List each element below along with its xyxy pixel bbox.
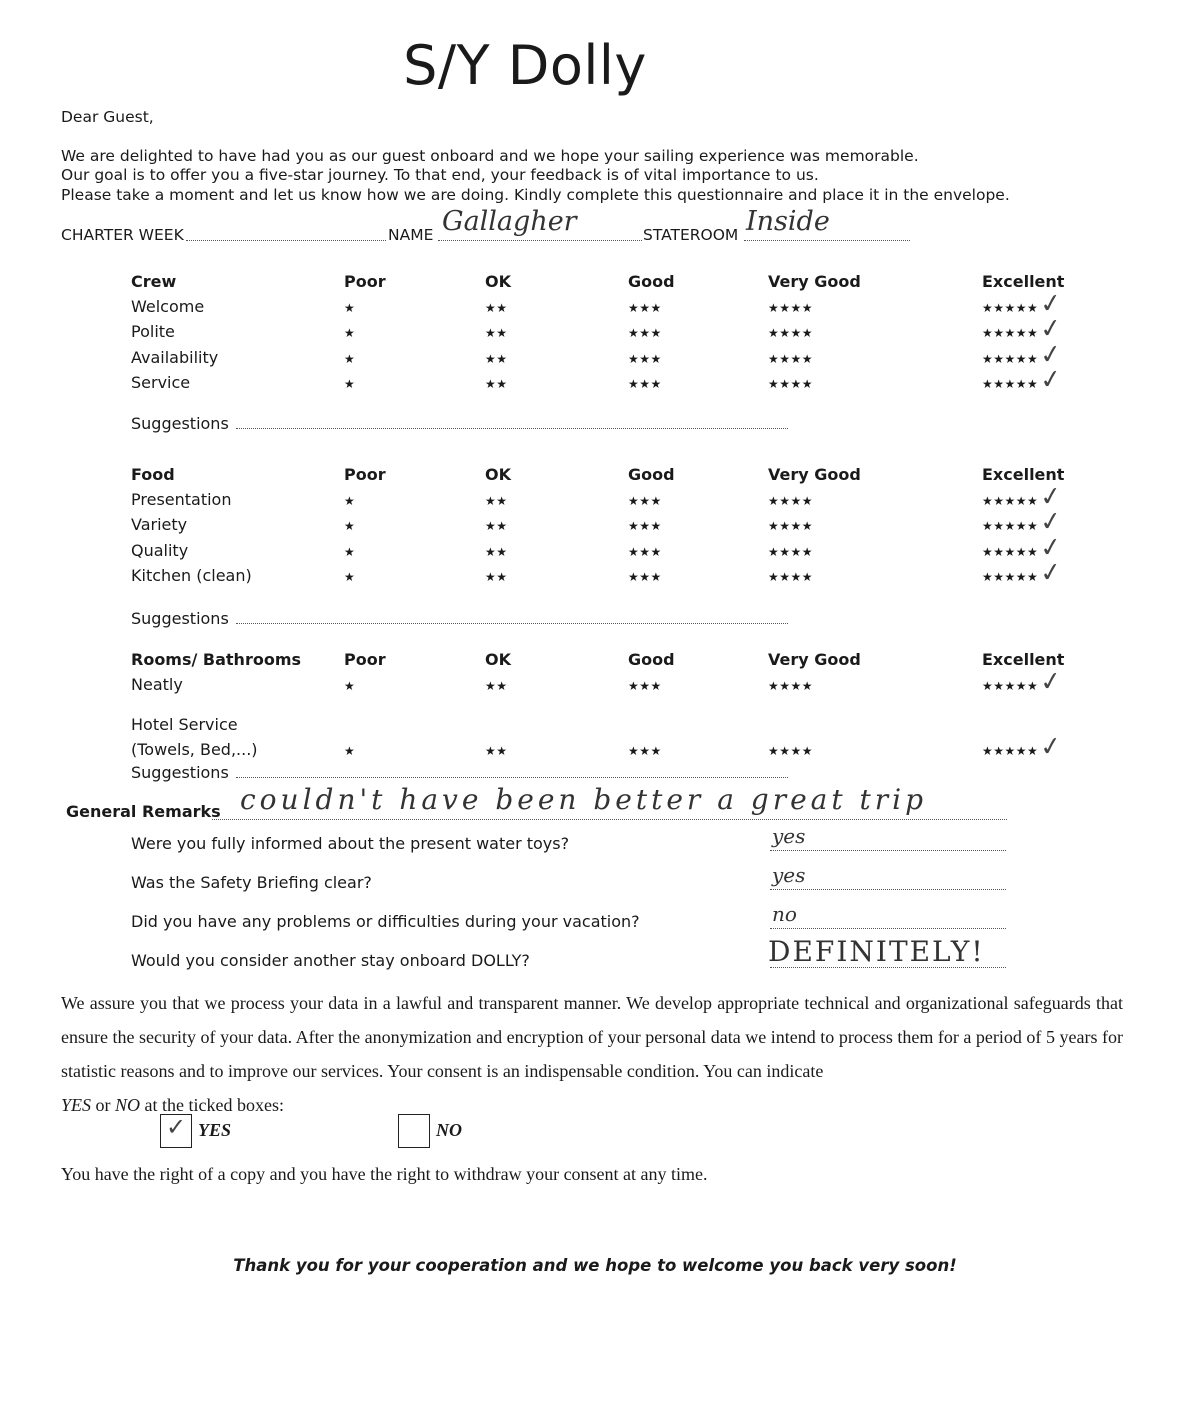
suggestions-field[interactable]: [236, 777, 788, 778]
rating-column-header: Excellent: [982, 272, 1065, 291]
stateroom-field-line[interactable]: [744, 240, 910, 241]
rating-option-ok[interactable]: ★★: [485, 326, 508, 340]
answer-field[interactable]: [770, 928, 1006, 929]
rating-option-excellent[interactable]: ★★★★★: [982, 494, 1039, 508]
rating-column-header: Very Good: [768, 650, 861, 669]
rating-option-excellent[interactable]: ★★★★★: [982, 570, 1039, 584]
answer-field[interactable]: [770, 889, 1006, 890]
rating-option-ok[interactable]: ★★: [485, 301, 508, 315]
question-text: Were you fully informed about the present water toys?: [131, 834, 570, 853]
rating-option-good[interactable]: ★★★: [628, 377, 662, 391]
rating-item-label-cont: (Towels, Bed,...): [131, 740, 258, 759]
intro-line-1: We are delighted to have had you as our guest onboard and we hope your sailing experience was memorable.: [61, 147, 919, 165]
rating-column-header: Poor: [344, 650, 386, 669]
suggestions-field[interactable]: [236, 623, 788, 624]
rating-option-poor[interactable]: ★: [344, 545, 356, 559]
rating-option-good[interactable]: ★★★: [628, 570, 662, 584]
rating-column-header: Poor: [344, 272, 386, 291]
rating-option-excellent[interactable]: ★★★★★: [982, 352, 1039, 366]
consent-yes-label: YES: [198, 1120, 232, 1140]
consent-no-label: NO: [436, 1120, 462, 1140]
consent-body: We assure you that we process your data in a lawful and transparent manner. We develop appropriate technical and organizational safeguards that ensure the security of your data. After the anonymization and encryption of your personal data we intend to process them for a period of 5 years for statistic reasons and to improve our services. Your consent is an indispensable condition. You can indicate: [61, 993, 1123, 1081]
rating-option-poor[interactable]: ★: [344, 377, 356, 391]
rating-option-poor[interactable]: ★: [344, 494, 356, 508]
rating-option-ok[interactable]: ★★: [485, 377, 508, 391]
check-mark-icon: ✓: [1038, 665, 1064, 699]
check-mark-icon: ✓: [1038, 730, 1064, 764]
rating-column-header: OK: [485, 650, 511, 669]
name-value: Gallagher: [442, 206, 577, 237]
rating-option-very-good[interactable]: ★★★★: [768, 545, 814, 559]
consent-yes-inline: YES: [61, 1095, 92, 1115]
general-remarks-line[interactable]: [212, 819, 1007, 820]
section-title: Rooms/ Bathrooms: [131, 650, 302, 669]
greeting: Dear Guest,: [61, 108, 154, 126]
yes-check-mark: ✓: [166, 1113, 187, 1141]
rating-option-good[interactable]: ★★★: [628, 679, 662, 693]
rating-option-good[interactable]: ★★★: [628, 519, 662, 533]
rating-option-good[interactable]: ★★★: [628, 494, 662, 508]
rating-option-poor[interactable]: ★: [344, 301, 356, 315]
rating-option-very-good[interactable]: ★★★★: [768, 377, 814, 391]
question-text: Would you consider another stay onboard DOLLY?: [131, 951, 530, 970]
charter-week-field[interactable]: [186, 240, 386, 241]
question-text: Was the Safety Briefing clear?: [131, 873, 372, 892]
stateroom-label: STATEROOM: [643, 226, 739, 244]
question-text: Did you have any problems or difficulties during your vacation?: [131, 912, 640, 931]
rating-option-poor[interactable]: ★: [344, 326, 356, 340]
name-field-line[interactable]: [438, 240, 642, 241]
charter-week-label: CHARTER WEEK: [61, 226, 184, 244]
rating-option-ok[interactable]: ★★: [485, 494, 508, 508]
suggestions-label: Suggestions: [131, 609, 229, 628]
general-remarks-label: General Remarks: [66, 802, 221, 821]
rating-option-poor[interactable]: ★: [344, 570, 356, 584]
rating-column-header: Very Good: [768, 272, 861, 291]
check-mark-icon: ✓: [1038, 556, 1064, 590]
intro-line-3: Please take a moment and let us know how we are doing. Kindly complete this questionnaire and place it in the envelope.: [61, 186, 1010, 204]
rating-option-excellent[interactable]: ★★★★★: [982, 377, 1039, 391]
rating-option-poor[interactable]: ★: [344, 679, 356, 693]
rating-item-label: Availability: [131, 348, 219, 367]
rating-option-excellent[interactable]: ★★★★★: [982, 519, 1039, 533]
rating-option-excellent[interactable]: ★★★★★: [982, 744, 1039, 758]
check-mark-icon: ✓: [1038, 287, 1064, 321]
consent-no-checkbox[interactable]: [398, 1114, 430, 1148]
rating-item-label: Service: [131, 373, 191, 392]
suggestions-field[interactable]: [236, 428, 788, 429]
answer-value: no: [772, 902, 797, 926]
consent-text: [61, 986, 1123, 1122]
rating-column-header: Poor: [344, 465, 386, 484]
rating-column-header: Excellent: [982, 465, 1065, 484]
check-mark-icon: ✓: [1038, 531, 1064, 565]
check-mark-icon: ✓: [1038, 480, 1064, 514]
rating-column-header: Very Good: [768, 465, 861, 484]
rating-option-very-good[interactable]: ★★★★: [768, 570, 814, 584]
rating-option-very-good[interactable]: ★★★★: [768, 301, 814, 315]
rating-option-ok[interactable]: ★★: [485, 679, 508, 693]
rating-column-header: Excellent: [982, 650, 1065, 669]
rating-option-good[interactable]: ★★★: [628, 545, 662, 559]
rating-option-excellent[interactable]: ★★★★★: [982, 545, 1039, 559]
rating-option-poor[interactable]: ★: [344, 352, 356, 366]
rating-option-ok[interactable]: ★★: [485, 545, 508, 559]
rating-option-good[interactable]: ★★★: [628, 326, 662, 340]
rating-column-header: OK: [485, 272, 511, 291]
rating-option-very-good[interactable]: ★★★★: [768, 679, 814, 693]
rating-column-header: Good: [628, 272, 675, 291]
check-mark-icon: ✓: [1038, 363, 1064, 397]
general-remarks-value: couldn't have been better a great trip: [240, 783, 928, 816]
suggestions-label: Suggestions: [131, 763, 229, 782]
answer-value: yes: [772, 824, 806, 848]
rating-item-label: Kitchen (clean): [131, 566, 252, 585]
rating-option-very-good[interactable]: ★★★★: [768, 352, 814, 366]
consent-rights: You have the right of a copy and you have the right to withdraw your consent at any time.: [61, 1164, 708, 1184]
rating-column-header: Good: [628, 650, 675, 669]
name-label: NAME: [388, 226, 434, 244]
rating-item-label: Presentation: [131, 490, 232, 509]
rating-option-ok[interactable]: ★★: [485, 744, 508, 758]
answer-value: yes: [772, 863, 806, 887]
rating-option-good[interactable]: ★★★: [628, 352, 662, 366]
rating-option-poor[interactable]: ★: [344, 744, 356, 758]
rating-option-poor[interactable]: ★: [344, 519, 356, 533]
rating-option-very-good[interactable]: ★★★★: [768, 519, 814, 533]
section-title: Food: [131, 465, 175, 484]
consent-or: or: [95, 1095, 111, 1115]
rating-item-label: Quality: [131, 541, 189, 560]
rating-option-good[interactable]: ★★★: [628, 301, 662, 315]
rating-option-excellent[interactable]: ★★★★★: [982, 301, 1039, 315]
check-mark-icon: ✓: [1038, 505, 1064, 539]
consent-yes-checkbox[interactable]: [160, 1114, 192, 1148]
rating-option-ok[interactable]: ★★: [485, 519, 508, 533]
rating-option-ok[interactable]: ★★: [485, 570, 508, 584]
rating-option-excellent[interactable]: ★★★★★: [982, 679, 1039, 693]
intro-line-2: Our goal is to offer you a five-star journey. To that end, your feedback is of vital importance to us.: [61, 166, 819, 184]
check-mark-icon: ✓: [1038, 312, 1064, 346]
rating-option-very-good[interactable]: ★★★★: [768, 326, 814, 340]
rating-option-very-good[interactable]: ★★★★: [768, 494, 814, 508]
rating-option-very-good[interactable]: ★★★★: [768, 744, 814, 758]
closing-message: Thank you for your cooperation and we hope to welcome you back very soon!: [233, 1256, 957, 1275]
rating-item-label: Polite: [131, 322, 175, 341]
rating-option-excellent[interactable]: ★★★★★: [982, 326, 1039, 340]
answer-field[interactable]: [770, 850, 1006, 851]
consent-rest: at the ticked boxes:: [144, 1095, 284, 1115]
rating-item-label: Welcome: [131, 297, 205, 316]
form-title: S/Y Dolly: [403, 34, 647, 97]
rating-column-header: Good: [628, 465, 675, 484]
rating-option-good[interactable]: ★★★: [628, 744, 662, 758]
rating-item-label: Variety: [131, 515, 188, 534]
section-title: Crew: [131, 272, 177, 291]
rating-option-ok[interactable]: ★★: [485, 352, 508, 366]
consent-no-inline: NO: [115, 1095, 141, 1115]
rating-item-label: Hotel Service: [131, 715, 238, 734]
rating-item-label: Neatly: [131, 675, 183, 694]
stateroom-value: Inside: [746, 206, 830, 237]
answer-value: DEFINITELY!: [768, 935, 985, 968]
check-mark-icon: ✓: [1038, 338, 1064, 372]
rating-column-header: OK: [485, 465, 511, 484]
suggestions-label: Suggestions: [131, 414, 229, 433]
